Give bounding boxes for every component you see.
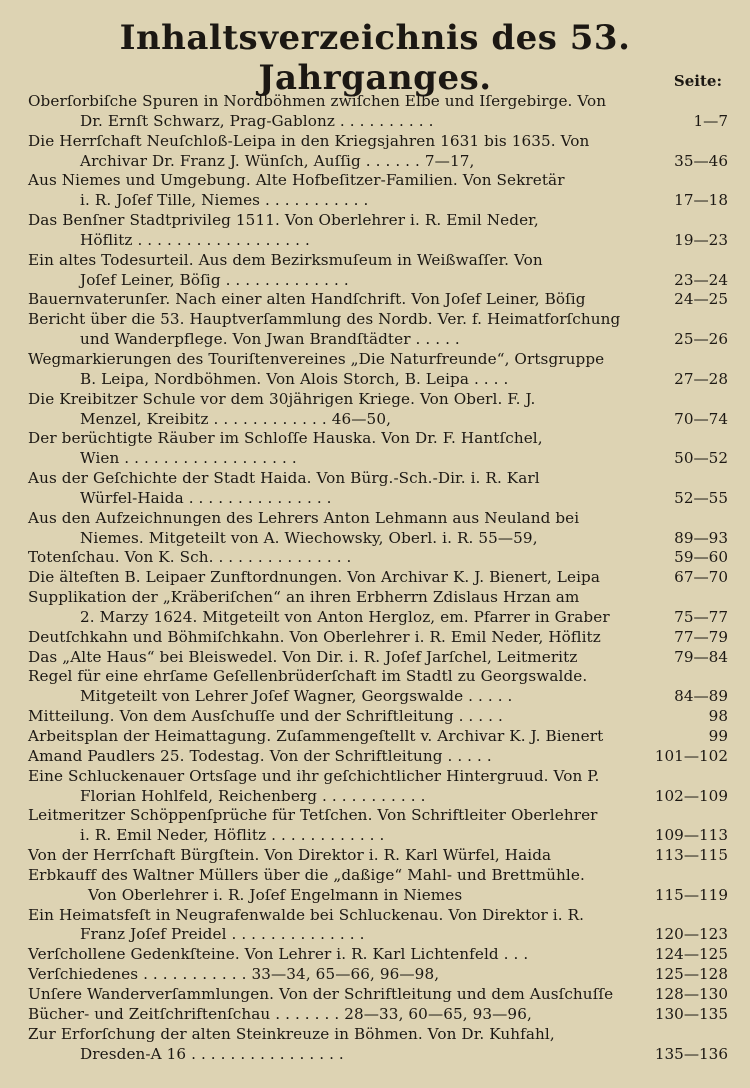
- toc-row: [0, 152, 750, 172]
- toc-entry-text: Dresden-A 16 . . . . . . . . . . . . . . . .: [80, 1044, 344, 1063]
- toc-row: [0, 211, 750, 231]
- toc-entry-text: Aus der Geſchichte der Stadt Haida. Von Bürg.-Sch.-Dir. i. R. Karl: [28, 469, 540, 488]
- toc-row: [0, 290, 750, 310]
- toc-entry-text: Verſchollene Gedenkſteine. Von Lehrer i. R. Karl Lichtenfeld . . .: [28, 945, 529, 964]
- toc-entry-text: Archivar Dr. Franz J. Wünſch, Auſſig . . . . . . 7—17,: [80, 151, 475, 170]
- toc-entry-text: B. Leipa, Nordböhmen. Von Alois Storch, B. Leipa . . . .: [80, 369, 509, 388]
- toc-page-number: 128—130: [654, 984, 728, 1003]
- toc-row: [0, 707, 750, 727]
- toc-page-number: 75—77: [674, 607, 728, 626]
- toc-entry-text: Wien . . . . . . . . . . . . . . . . . .: [80, 449, 297, 468]
- toc-entry-text: Bücher- und Zeitſchriftenſchau . . . . . . . 28—33, 60—65, 93—96,: [28, 1004, 532, 1023]
- toc-row: [0, 687, 750, 707]
- toc-row: [0, 906, 750, 926]
- toc-entry-text: Das „Alte Haus“ bei Bleiswedel. Von Dir. i. R. Joſef Jarſchel, Leitmeritz: [28, 647, 578, 666]
- toc-page-number: 27—28: [674, 369, 728, 388]
- toc-entry-text: Amand Paudlers 25. Todestag. Von der Schriftleitung . . . . .: [28, 746, 492, 765]
- toc-row: [0, 449, 750, 469]
- toc-entry-text: Regel für eine ehrſame Geſellenbrüderſchaft im Stadtl zu Georgswalde.: [28, 667, 588, 686]
- toc-entry-text: Die älteſten B. Leipaer Zunftordnungen. Von Archivar K. J. Bienert, Leipa: [28, 568, 601, 587]
- toc-entry-text: Bericht über die 53. Hauptverſammlung des Nordb. Ver. f. Heimatforſchung: [28, 310, 621, 329]
- toc-entry-text: Erbkauff des Waltner Müllers über die „daßige“ Mahl- und Brettmühle.: [28, 865, 585, 884]
- toc-row: [0, 886, 750, 906]
- toc-entry-text: Dr. Ernſt Schwarz, Prag-Gablonz . . . . . . . . . .: [80, 111, 434, 130]
- page-title: Inhaltsverzeichnis des 53. Jahrganges.: [119, 18, 631, 98]
- toc-entry-text: Verſchiedenes . . . . . . . . . . . 33—34, 65—66, 96—98,: [28, 965, 440, 984]
- toc-row: [0, 648, 750, 668]
- toc-page-number: 25—26: [674, 330, 728, 349]
- toc-row: [0, 608, 750, 628]
- toc-row: [0, 171, 750, 191]
- toc-row: [0, 806, 750, 826]
- toc-row: [0, 489, 750, 509]
- toc-entry-text: Franz Joſef Preidel . . . . . . . . . . . . . .: [80, 925, 365, 944]
- toc-row: [0, 132, 750, 152]
- toc-row: [0, 846, 750, 866]
- toc-page-number: 98: [708, 707, 728, 726]
- toc-entry-text: Der berüchtigte Räuber im Schloſſe Hauska. Von Dr. F. Hantſchel,: [28, 429, 543, 448]
- toc-page-number: 89—93: [674, 528, 728, 547]
- toc-row: [0, 548, 750, 568]
- toc-entry-text: Deutſchkahn und Böhmiſchkahn. Von Oberlehrer i. R. Emil Neder, Höflitz: [28, 627, 601, 646]
- toc-row: [0, 330, 750, 350]
- toc-entry-text: i. R. Joſef Tille, Niemes . . . . . . . . . . .: [80, 191, 369, 210]
- toc-row: [0, 529, 750, 549]
- toc-page-number: 1—7: [693, 111, 728, 130]
- toc-row: [0, 271, 750, 291]
- toc-row: [0, 767, 750, 787]
- toc-row: [0, 370, 750, 390]
- toc-row: [0, 965, 750, 985]
- toc-entry-text: Mitteilung. Von dem Ausſchuſſe und der Schriftleitung . . . . .: [28, 707, 503, 726]
- toc-entry-text: Bauernvaterunſer. Nach einer alten Handſchrift. Von Joſef Leiner, Böſig: [28, 290, 586, 309]
- toc-entry-text: Supplikation der „Kräberiſchen“ an ihren Erbherrn Zdislaus Hrzan am: [28, 588, 580, 607]
- toc-entry-text: Von Oberlehrer i. R. Joſef Engelmann in Niemes: [88, 885, 463, 904]
- toc-page-number: 113—115: [654, 846, 728, 865]
- toc-page-number: 120—123: [654, 925, 728, 944]
- toc-entry-text: Joſef Leiner, Böſig . . . . . . . . . . . . .: [80, 270, 349, 289]
- toc-entry-text: Menzel, Kreibitz . . . . . . . . . . . . 46—50,: [80, 409, 392, 428]
- toc-row: [0, 310, 750, 330]
- toc-row: [0, 588, 750, 608]
- toc-entry-text: Niemes. Mitgeteilt von A. Wiechowsky, Oberl. i. R. 55—59,: [80, 528, 538, 547]
- toc-page-number: 102—109: [654, 786, 728, 805]
- toc-row: [0, 747, 750, 767]
- toc-entry-text: Mitgeteilt von Lehrer Joſef Wagner, Georgswalde . . . . .: [80, 687, 513, 706]
- page-column-header: Seite:: [673, 72, 722, 90]
- toc-row: [0, 429, 750, 449]
- toc-entry-text: Wegmarkierungen des Touriſtenvereines „Die Naturfreunde“, Ortsgruppe: [28, 349, 605, 368]
- toc-entry-text: Zur Erforſchung der alten Steinkreuze in Böhmen. Von Dr. Kuhfahl,: [28, 1024, 555, 1043]
- toc-entry-text: Unſere Wanderverſammlungen. Von der Schriftleitung und dem Ausſchuſſe: [28, 984, 614, 1003]
- toc-entry-text: Arbeitsplan der Heimattagung. Zuſammengeſtellt v. Archivar K. J. Bienert: [28, 727, 604, 745]
- toc-row: [0, 251, 750, 271]
- toc-page-number: 35—46: [674, 151, 728, 170]
- toc-row: [0, 568, 750, 588]
- toc-entry-text: Totenſchau. Von K. Sch. . . . . . . . . . . . . . .: [28, 548, 352, 567]
- toc-row: [0, 1025, 750, 1045]
- toc-entry-text: Würfel-Haida . . . . . . . . . . . . . . .: [80, 488, 332, 507]
- toc-entry-text: Die Kreibitzer Schule vor dem 30jährigen Kriege. Von Oberl. F. J.: [28, 389, 536, 408]
- toc-page-number: 50—52: [674, 449, 728, 468]
- toc-entry-text: Ein Heimatsfeſt in Neugrafenwalde bei Schluckenau. Von Direktor i. R.: [28, 905, 585, 924]
- toc-row: [0, 469, 750, 489]
- toc-page-number: 79—84: [674, 647, 728, 666]
- toc-entry-text: Leitmeritzer Schöppenſprüche für Tetſchen. Von Schriftleiter Oberlehrer: [28, 806, 598, 825]
- toc-row: [0, 112, 750, 132]
- toc-page-number: 124—125: [654, 945, 728, 964]
- toc-row: [0, 866, 750, 886]
- toc-entry-text: Ein altes Todesurteil. Aus dem Bezirksmuſeum in Weißwaſſer. Von: [28, 250, 543, 269]
- toc-row: [0, 1005, 750, 1025]
- toc-row: [0, 628, 750, 648]
- toc-entry-text: Von der Herrſchaft Bürgſtein. Von Direktor i. R. Karl Würfel, Haida: [28, 846, 552, 865]
- toc-entry-text: Die Herrſchaft Neuſchloß-Leipa in den Kriegsjahren 1631 bis 1635. Von: [28, 131, 590, 150]
- toc-entry-text: Florian Hohlfeld, Reichenberg . . . . . . . . . . .: [80, 786, 426, 805]
- toc-row: [0, 945, 750, 965]
- toc-page-number: 59—60: [674, 548, 728, 567]
- toc-row: [0, 350, 750, 370]
- toc-row: [0, 826, 750, 846]
- toc-entry-text: Das Benſner Stadtprivileg 1511. Von Oberlehrer i. R. Emil Neder,: [28, 211, 539, 230]
- toc-entry-text: Höflitz . . . . . . . . . . . . . . . . . .: [80, 230, 310, 249]
- toc-entry-text: Aus den Aufzeichnungen des Lehrers Anton Lehmann aus Neuland bei: [28, 508, 580, 527]
- toc-entry-text: Aus Niemes und Umgebung. Alte Hofbeſitzer-Familien. Von Sekretär: [28, 171, 565, 190]
- toc-page-number: 130—135: [654, 1004, 728, 1023]
- toc-row: [0, 92, 750, 112]
- toc-entry-text: und Wanderpflege. Von Jwan Brandſtädter . . . . .: [80, 330, 460, 349]
- toc-page-number: 77—79: [674, 627, 728, 646]
- toc-page-number: 101—102: [654, 746, 728, 765]
- toc-page-number: 19—23: [674, 230, 728, 249]
- toc-row: [0, 727, 750, 747]
- toc-row: [0, 1045, 750, 1065]
- toc-page-number: 70—74: [674, 409, 728, 428]
- toc-row: [0, 925, 750, 945]
- toc-row: [0, 667, 750, 687]
- toc-page-number: 109—113: [654, 826, 728, 845]
- toc-page-number: 135—136: [654, 1044, 728, 1063]
- toc-page-number: 125—128: [654, 965, 728, 984]
- toc-entry-text: Oberſorbiſche Spuren in Nordböhmen zwiſchen Elbe und Iſergebirge. Von: [28, 92, 607, 110]
- toc-entry-text: i. R. Emil Neder, Höflitz . . . . . . . . . . . .: [80, 826, 385, 845]
- toc-entry-text: 2. Marzy 1624. Mitgeteilt von Anton Hergloz, em. Pfarrer in Graber: [80, 607, 610, 626]
- toc-page-number: 67—70: [674, 568, 728, 587]
- toc-row: [0, 509, 750, 529]
- toc-page-number: 84—89: [674, 687, 728, 706]
- toc-page-number: 23—24: [674, 270, 728, 289]
- toc-entry-text: Eine Schluckenauer Ortsſage und ihr geſchichtlicher Hintergruud. Von P.: [28, 766, 600, 785]
- toc-page-number: 52—55: [674, 488, 728, 507]
- toc-page-number: 99: [708, 727, 728, 745]
- toc-row: [0, 191, 750, 211]
- toc-page-number: 24—25: [674, 290, 728, 309]
- toc-row: [0, 410, 750, 430]
- toc-page-number: 17—18: [674, 191, 728, 210]
- toc-row: [0, 231, 750, 251]
- toc-row: [0, 390, 750, 410]
- toc-row: [0, 985, 750, 1005]
- toc-row: [0, 787, 750, 807]
- toc-page-number: 115—119: [654, 885, 728, 904]
- toc-list: [0, 92, 750, 1064]
